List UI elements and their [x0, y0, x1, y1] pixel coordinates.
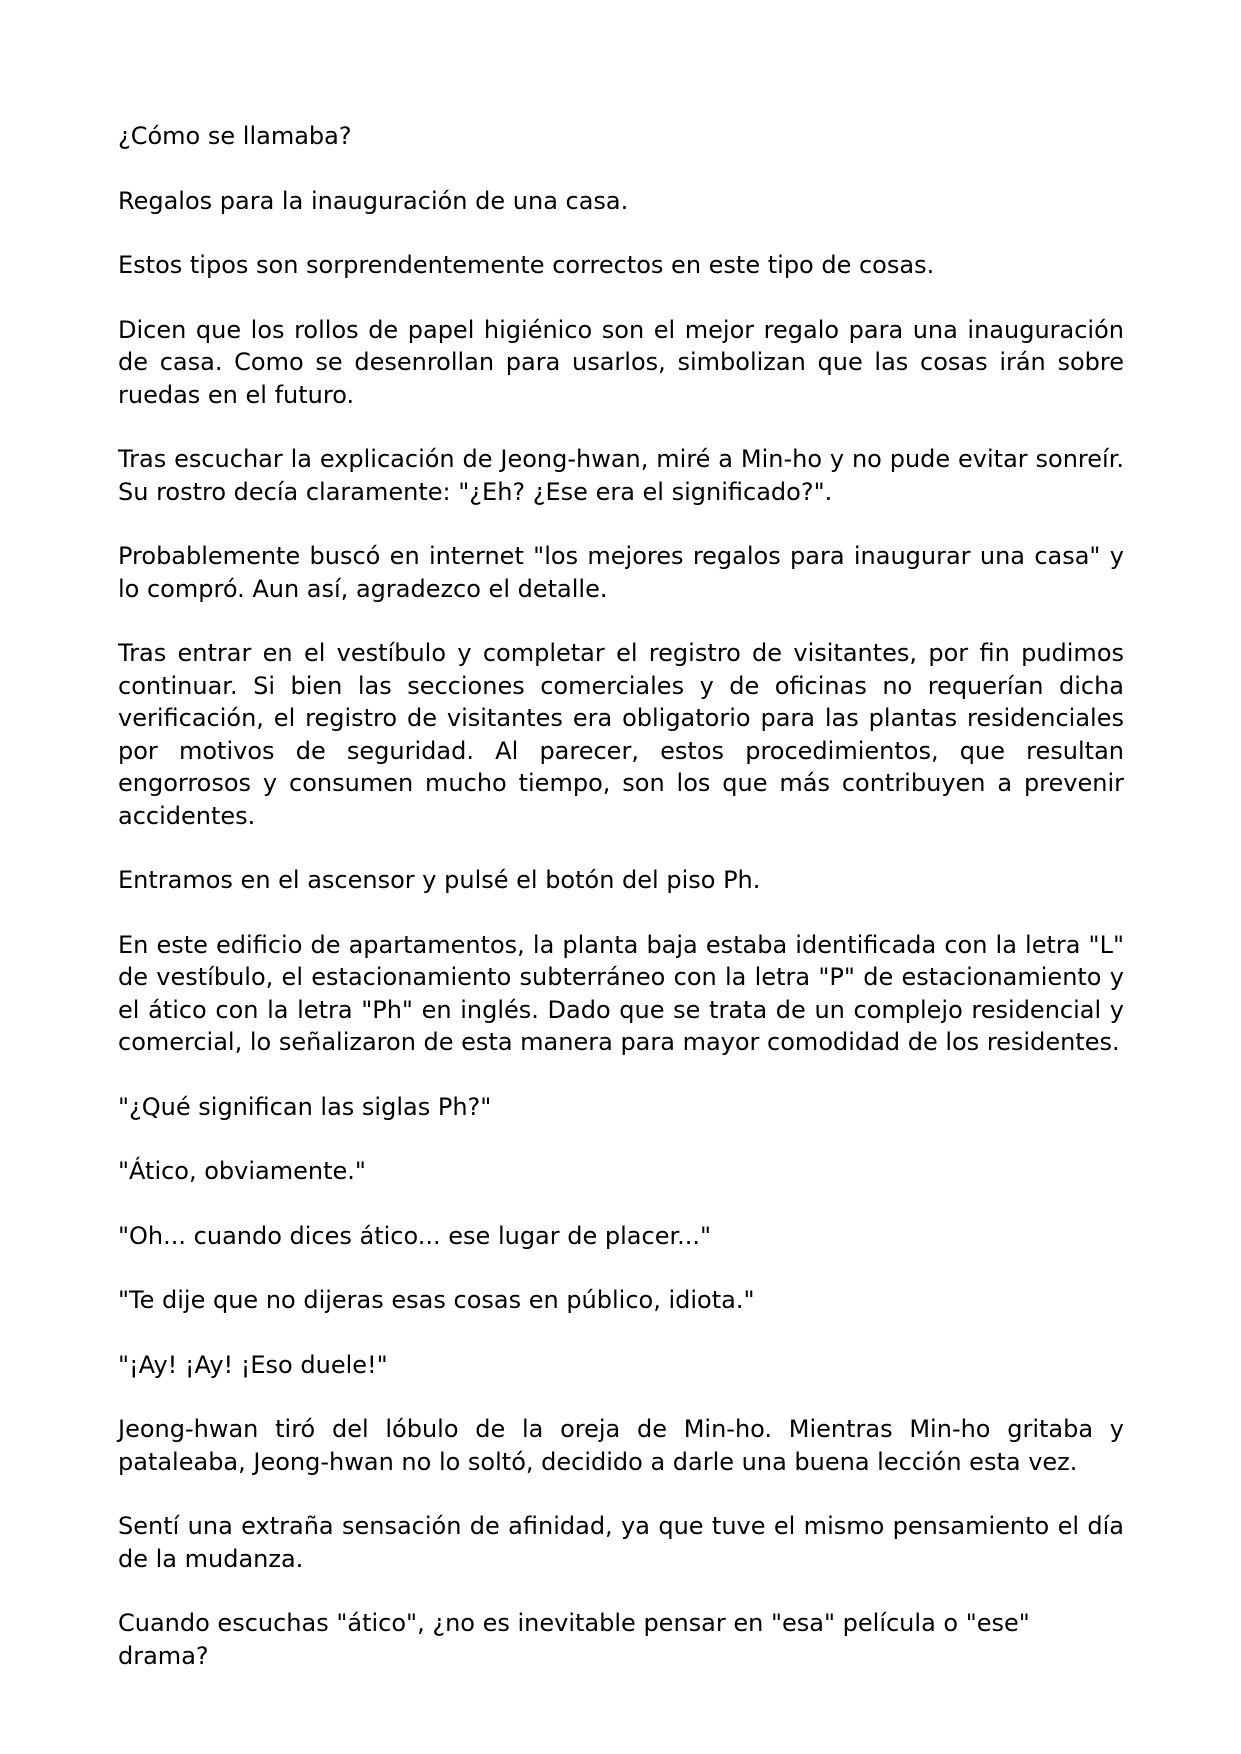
- paragraph: Dicen que los rollos de papel higiénico son el mejor regalo para una inauguración de casa. Como se desenrollan para usarlos, simbolizan que las cosas irán sobre ruedas en el futuro.: [118, 315, 1124, 409]
- paragraph: Cuando escuchas "ático", ¿no es inevitable pensar en "esa" película o "ese" drama?: [118, 1609, 1030, 1670]
- paragraph: Estos tipos son sorprendentemente correctos en este tipo de cosas.: [118, 251, 935, 279]
- paragraph: Regalos para la inauguración de una casa.: [118, 186, 629, 215]
- paragraph: Jeong-hwan tiró del lóbulo de la oreja de Min-ho. Mientras Min-ho gritaba y pataleaba, Jeong-hwan no lo soltó, decidido a darle una buena lección esta vez.: [118, 1415, 1124, 1476]
- body-text: [118, 120, 1124, 1704]
- paragraph: "Te dije que no dijeras esas cosas en público, idiota.": [118, 1286, 755, 1314]
- paragraph: Probablemente buscó en internet "los mejores regalos para inaugurar una casa" y lo compró. Aun así, agradezco el detalle.: [118, 542, 1124, 603]
- paragraph: Entramos en el ascensor y pulsé el botón del piso Ph.: [118, 866, 761, 894]
- paragraph: Sentí una extraña sensación de afinidad, ya que tuve el mismo pensamiento el día de la mudanza.: [118, 1512, 1124, 1573]
- paragraph: Tras entrar en el vestíbulo y completar el registro de visitantes, por fin pudimos continuar. Si bien las secciones comerciales y de oficinas no requerían dicha verificación, el registro de visitantes era obligatorio para las plantas residenciales por motivos de seguridad. Al parecer, estos procedimientos, que resultan engorrosos y consumen mucho tiempo, son los que más contribuyen a prevenir accidentes.: [118, 639, 1124, 830]
- paragraph: Tras escuchar la explicación de Jeong-hwan, miré a Min-ho y no pude evitar sonreír. Su rostro decía claramente: "¿Eh? ¿Ese era el significado?".: [118, 445, 1124, 506]
- paragraph: "¿Qué significan las siglas Ph?": [118, 1092, 492, 1121]
- paragraph: "¡Ay! ¡Ay! ¡Eso duele!": [118, 1350, 388, 1379]
- paragraph: ¿Cómo se llamaba?: [118, 122, 352, 150]
- paragraph: En este edificio de apartamentos, la planta baja estaba identificada con la letra "L" de vestíbulo, el estacionamiento subterráneo con la letra "P" de estacionamiento y el ático con la letra "Ph" en inglés. Dado que se trata de un complejo residencial y comercial, lo señalizaron de esta manera para mayor comodidad de los residentes.: [118, 930, 1124, 1056]
- paragraph: "Oh... cuando dices ático... ese lugar de placer...": [118, 1221, 712, 1250]
- paragraph: "Ático, obviamente.": [118, 1157, 366, 1185]
